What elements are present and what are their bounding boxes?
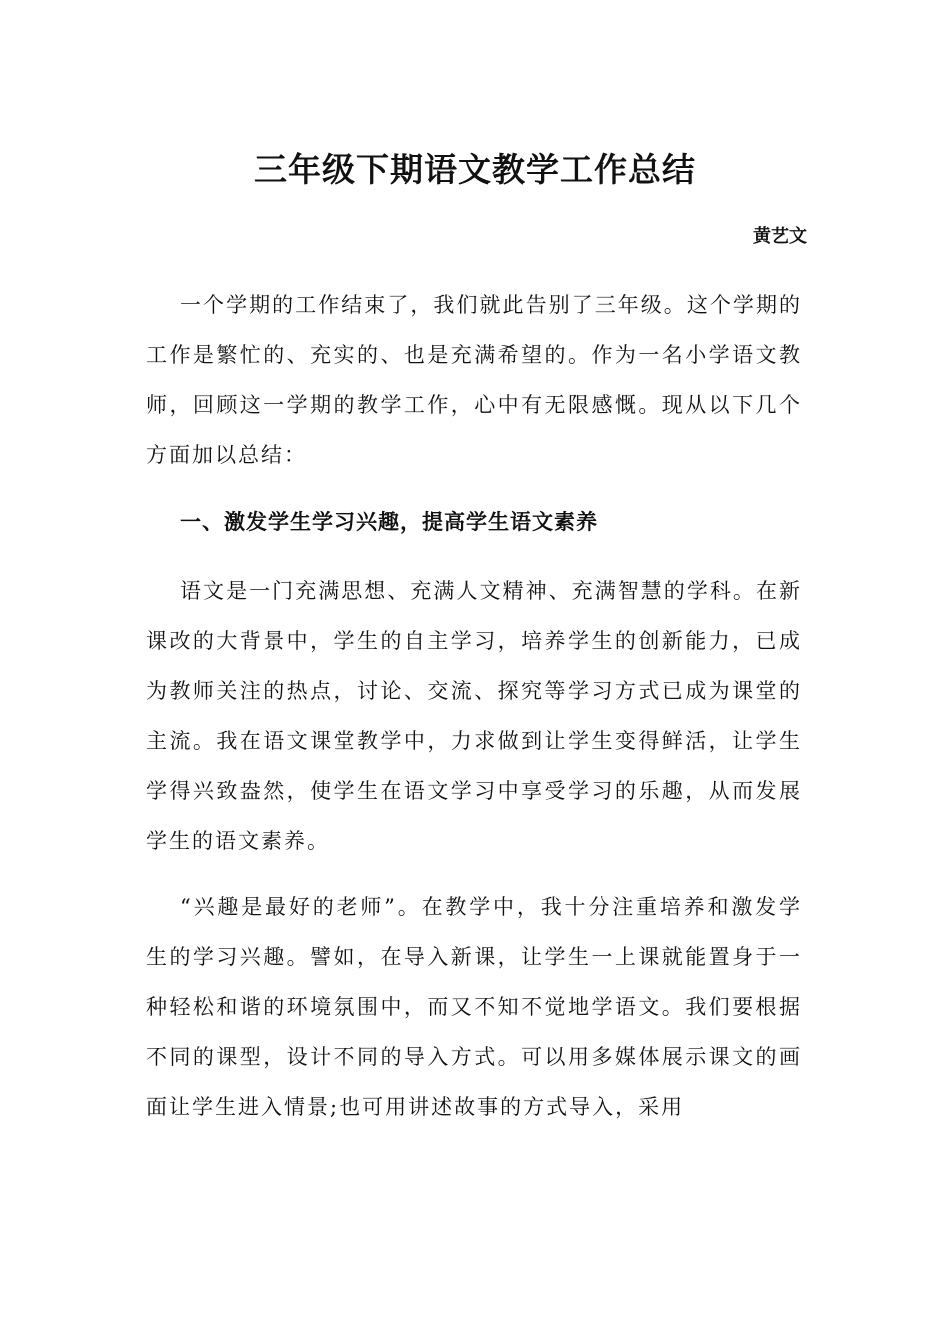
paragraph-section1-a: 语文是一门充满思想、充满人文精神、充满智慧的学科。在新课改的大背景中，学生的自主学习，培养学生的创新能力，已成为教师关注的热点，讨论、交流、探究等学习方式已成为课堂的主流。我在语文课堂教学中，力求做到让学生变得鲜活，让学生学得兴致盎然，使学生在语文学习中享受学习的乐趣，从而发展学生的语文素养。	[146, 579, 802, 853]
paragraph-intro: 一个学期的工作结束了，我们就此告别了三年级。这个学期的工作是繁忙的、充实的、也是充满希望的。作为一名小学语文教师，回顾这一学期的教学工作，心中有无限感慨。现从以下几个方面加以总结：	[146, 293, 802, 467]
paragraph-section1-b: “兴趣是最好的老师”。在教学中，我十分注重培养和激发学生的学习兴趣。譬如，在导入新课，让学生一上课就能置身于一种轻松和谐的环境氛围中，而又不知不觉地学语文。我们要根据不同的课型，设计不同的导入方式。可以用多媒体展示课文的画面让学生进入情景;也可用讲述故事的方式导入，采用	[146, 895, 802, 1119]
section-heading-1: 一、激发学生学习兴趣，提高学生语文素养	[180, 510, 598, 534]
author-name: 黄艺文	[753, 226, 807, 247]
document-title: 三年级下期语文教学工作总结	[254, 150, 696, 189]
